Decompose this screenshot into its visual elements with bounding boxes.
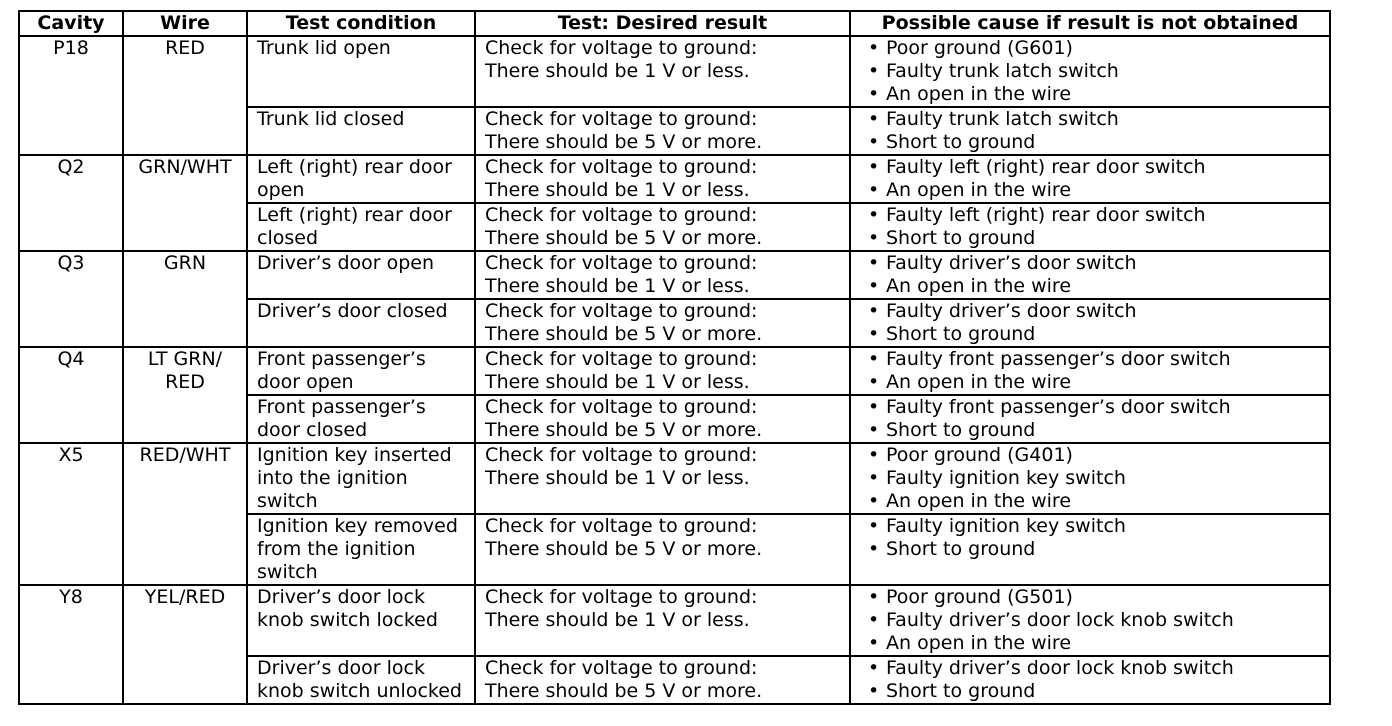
test-condition-text: Driver’s door open (257, 252, 435, 274)
test-condition-cell (247, 443, 475, 514)
wire-cell (123, 443, 247, 585)
possible-cause-item: • Faulty left (right) rear door switch (860, 204, 1329, 227)
test-condition-text: Ignition key inserted (257, 444, 452, 466)
possible-cause-item: • An open in the wire (860, 275, 1329, 298)
cavity-cell (19, 443, 123, 585)
cavity-label: Q2 (57, 156, 85, 178)
desired-result-text: There should be 1 V or less. (485, 60, 750, 82)
possible-cause-cell (850, 514, 1330, 585)
possible-cause-item: • Faulty trunk latch switch (860, 60, 1329, 83)
desired-result-text: There should be 1 V or less. (485, 179, 750, 201)
wire-label: GRN (163, 252, 207, 274)
desired-result-text: There should be 5 V or more. (485, 538, 763, 560)
test-condition-text: open (257, 179, 305, 201)
test-condition-text: knob switch unlocked (257, 680, 462, 702)
test-condition-text: Ignition key removed (257, 515, 458, 537)
desired-result-cell (475, 514, 850, 585)
table-row (19, 585, 1330, 656)
desired-result-cell (475, 443, 850, 514)
wire-label: YEL/RED (144, 586, 226, 608)
possible-cause-item: • Short to ground (860, 323, 1329, 346)
test-condition-cell (247, 107, 475, 155)
table-row (19, 347, 1330, 395)
wire-label: RED (165, 37, 205, 59)
wire-label: GRN/WHT (138, 156, 232, 178)
test-condition-text: switch (257, 561, 318, 583)
desired-result-text: Check for voltage to ground: (485, 108, 758, 130)
possible-cause-cell (850, 155, 1330, 203)
cavity-cell (19, 347, 123, 443)
cavity-cell (19, 585, 123, 704)
test-condition-cell (247, 347, 475, 395)
possible-cause-item: • Faulty front passenger’s door switch (860, 348, 1329, 371)
possible-cause-item: • Short to ground (860, 227, 1329, 250)
possible-cause-item: • An open in the wire (860, 632, 1329, 655)
possible-cause-item: • Faulty ignition key switch (860, 515, 1329, 538)
desired-result-cell (475, 155, 850, 203)
wire-cell (123, 155, 247, 251)
test-condition-text: door open (257, 371, 354, 393)
desired-result-text: Check for voltage to ground: (485, 300, 758, 322)
cavity-cell (19, 251, 123, 347)
desired-result-cell (475, 347, 850, 395)
desired-result-text: Check for voltage to ground: (485, 396, 758, 418)
test-condition-text: Front passenger’s (257, 396, 426, 418)
table-row (19, 251, 1330, 299)
possible-cause-cell (850, 656, 1330, 704)
table-body (19, 36, 1330, 704)
document-page (18, 10, 1331, 705)
possible-cause-item: • Poor ground (G401) (860, 444, 1329, 467)
possible-cause-item: • Short to ground (860, 419, 1329, 442)
test-condition-cell (247, 155, 475, 203)
possible-cause-item: • Faulty driver’s door switch (860, 252, 1329, 275)
test-condition-cell (247, 514, 475, 585)
table-row (19, 36, 1330, 107)
possible-cause-cell (850, 443, 1330, 514)
possible-cause-cell (850, 299, 1330, 347)
test-condition-cell (247, 251, 475, 299)
test-condition-text: Driver’s door closed (257, 300, 448, 322)
test-condition-text: Left (right) rear door (257, 204, 452, 226)
wire-cell (123, 251, 247, 347)
cavity-cell (19, 155, 123, 251)
table-row (19, 155, 1330, 203)
possible-cause-item: • An open in the wire (860, 371, 1329, 394)
desired-result-text: Check for voltage to ground: (485, 252, 758, 274)
possible-cause-cell (850, 36, 1330, 107)
cavity-label: Q3 (57, 252, 85, 274)
possible-cause-cell (850, 347, 1330, 395)
header-test-condition: Test condition (247, 11, 475, 36)
possible-cause-item: • An open in the wire (860, 83, 1329, 106)
wire-cell (123, 585, 247, 704)
possible-cause-item: • An open in the wire (860, 490, 1329, 513)
test-condition-text: Driver’s door lock (257, 586, 425, 608)
desired-result-text: There should be 1 V or less. (485, 371, 750, 393)
wire-label: LT GRN/ (147, 348, 223, 370)
possible-cause-cell (850, 107, 1330, 155)
desired-result-text: There should be 1 V or less. (485, 275, 750, 297)
possible-cause-cell (850, 251, 1330, 299)
possible-cause-item: • Poor ground (G501) (860, 586, 1329, 609)
desired-result-cell (475, 656, 850, 704)
desired-result-text: There should be 1 V or less. (485, 467, 750, 489)
possible-cause-item: • Faulty ignition key switch (860, 467, 1329, 490)
cavity-label: X5 (58, 444, 84, 466)
wire-cell (123, 347, 247, 443)
test-condition-cell (247, 585, 475, 656)
test-condition-text: switch (257, 490, 318, 512)
test-condition-text: knob switch locked (257, 609, 438, 631)
possible-cause-item: • Faulty driver’s door lock knob switch (860, 609, 1329, 632)
desired-result-text: Check for voltage to ground: (485, 37, 758, 59)
test-condition-text: into the ignition (257, 467, 408, 489)
cavity-cell (19, 36, 123, 155)
possible-cause-item: • Poor ground (G601) (860, 37, 1329, 60)
wire-label: RED (165, 371, 205, 393)
desired-result-cell (475, 107, 850, 155)
desired-result-text: Check for voltage to ground: (485, 348, 758, 370)
desired-result-cell (475, 36, 850, 107)
desired-result-text: There should be 5 V or more. (485, 680, 763, 702)
desired-result-text: There should be 5 V or more. (485, 323, 763, 345)
desired-result-text: Check for voltage to ground: (485, 586, 758, 608)
possible-cause-cell (850, 585, 1330, 656)
test-condition-cell (247, 395, 475, 443)
possible-cause-cell (850, 203, 1330, 251)
possible-cause-item: • Faulty left (right) rear door switch (860, 156, 1329, 179)
test-condition-cell (247, 36, 475, 107)
test-condition-text: door closed (257, 419, 368, 441)
possible-cause-item: • An open in the wire (860, 179, 1329, 202)
test-table (18, 10, 1331, 705)
header-cavity: Cavity (19, 11, 123, 36)
desired-result-text: There should be 5 V or more. (485, 419, 763, 441)
wire-cell (123, 36, 247, 155)
desired-result-text: There should be 1 V or less. (485, 609, 750, 631)
desired-result-text: Check for voltage to ground: (485, 156, 758, 178)
test-condition-text: Trunk lid open (257, 37, 391, 59)
desired-result-text: Check for voltage to ground: (485, 657, 758, 679)
cavity-label: Q4 (57, 348, 85, 370)
test-condition-cell (247, 203, 475, 251)
possible-cause-item: • Short to ground (860, 680, 1329, 703)
test-condition-text: Left (right) rear door (257, 156, 452, 178)
possible-cause-item: • Faulty trunk latch switch (860, 108, 1329, 131)
test-condition-cell (247, 299, 475, 347)
test-condition-cell (247, 656, 475, 704)
possible-cause-cell (850, 395, 1330, 443)
possible-cause-item: • Faulty front passenger’s door switch (860, 396, 1329, 419)
table-row (19, 443, 1330, 514)
desired-result-cell (475, 395, 850, 443)
cavity-label: Y8 (59, 586, 83, 608)
header-wire: Wire (123, 11, 247, 36)
header-possible-cause: Possible cause if result is not obtained (850, 11, 1330, 36)
test-condition-text: Front passenger’s (257, 348, 426, 370)
test-condition-text: Trunk lid closed (257, 108, 405, 130)
test-condition-text: Driver’s door lock (257, 657, 425, 679)
header-row (19, 11, 1330, 36)
desired-result-cell (475, 251, 850, 299)
possible-cause-item: • Faulty driver’s door switch (860, 300, 1329, 323)
header-desired-result: Test: Desired result (475, 11, 850, 36)
possible-cause-item: • Short to ground (860, 131, 1329, 154)
possible-cause-item: • Faulty driver’s door lock knob switch (860, 657, 1329, 680)
desired-result-text: Check for voltage to ground: (485, 204, 758, 226)
cavity-label: P18 (53, 37, 89, 59)
desired-result-text: There should be 5 V or more. (485, 131, 763, 153)
desired-result-cell (475, 299, 850, 347)
desired-result-text: Check for voltage to ground: (485, 515, 758, 537)
test-condition-text: closed (257, 227, 318, 249)
desired-result-text: Check for voltage to ground: (485, 444, 758, 466)
desired-result-text: There should be 5 V or more. (485, 227, 763, 249)
test-condition-text: from the ignition (257, 538, 416, 560)
desired-result-cell (475, 203, 850, 251)
wire-label: RED/WHT (139, 444, 231, 466)
possible-cause-item: • Short to ground (860, 538, 1329, 561)
desired-result-cell (475, 585, 850, 656)
